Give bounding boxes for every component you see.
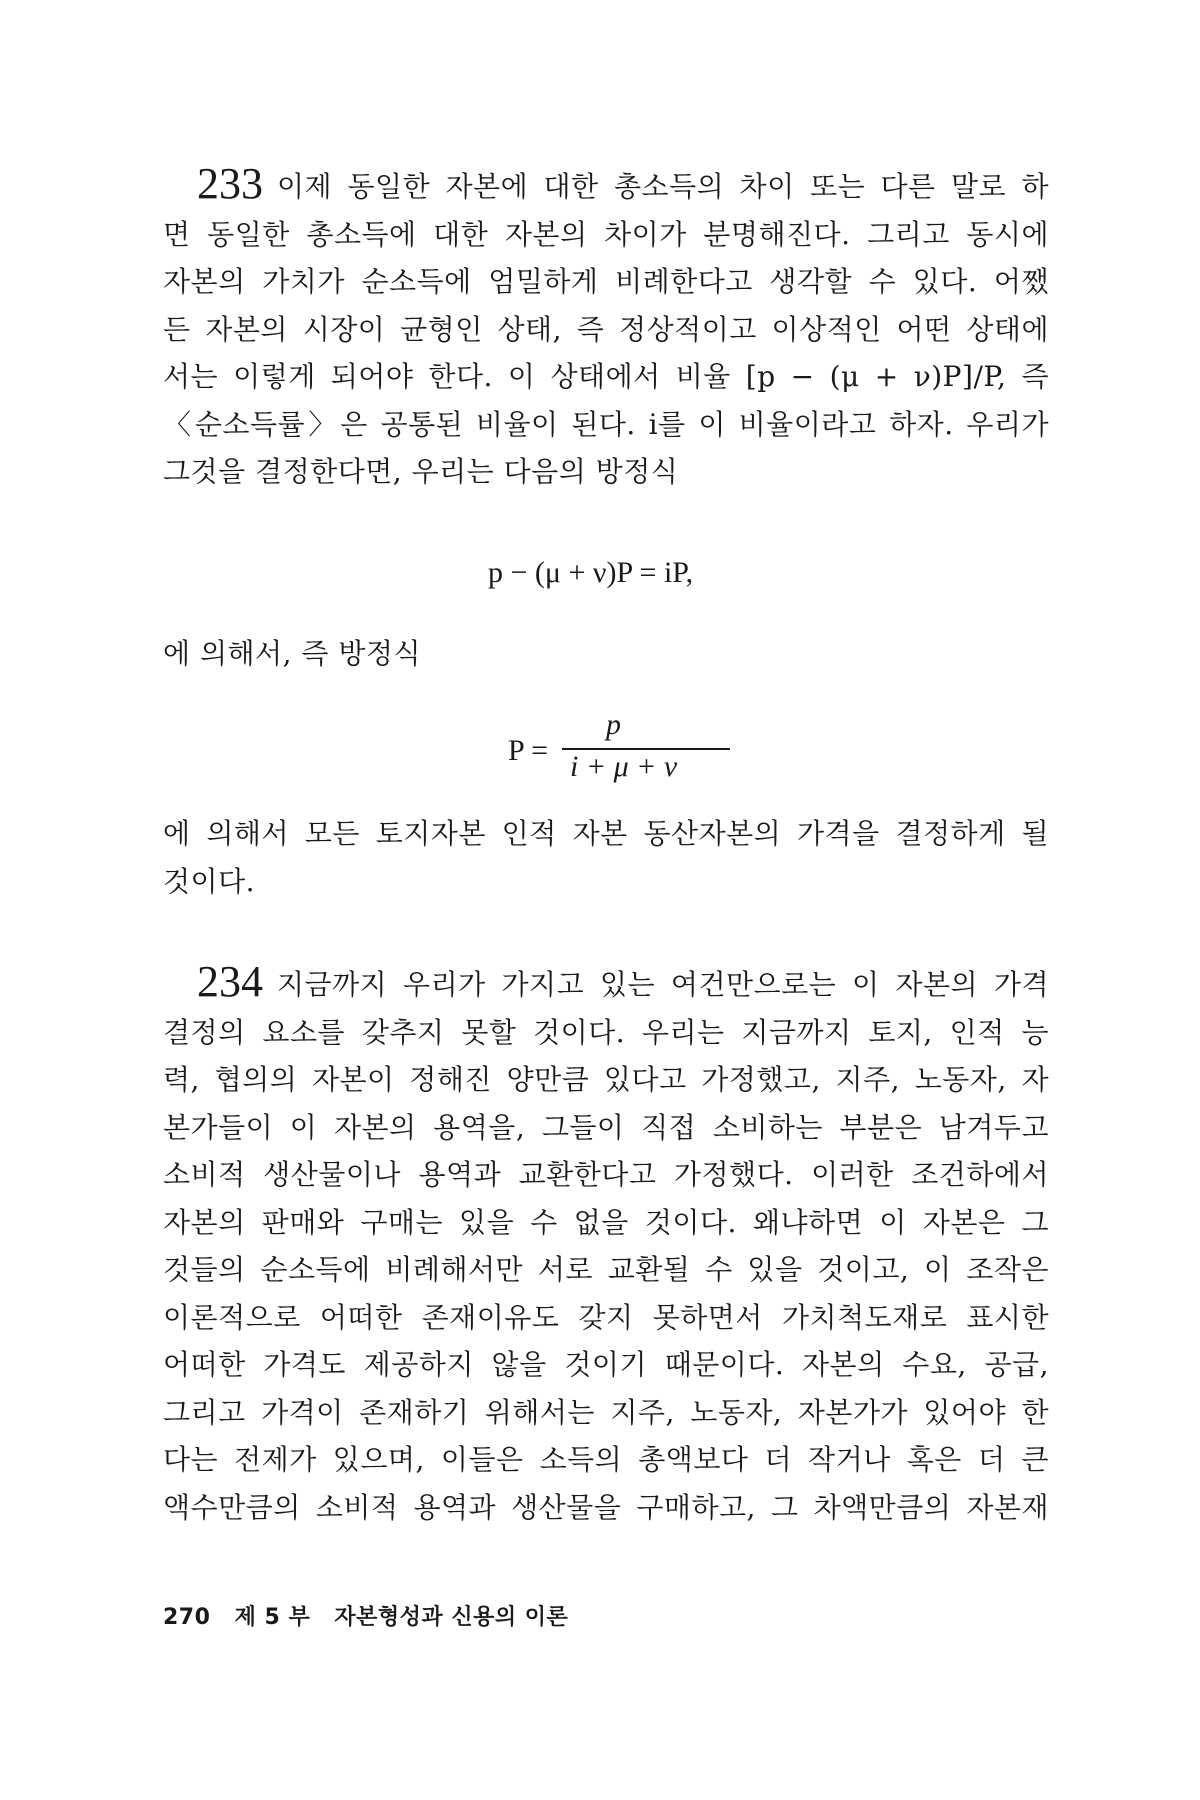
text-line: 든 자본의 시장이 균형인 상태, 즉 정상적이고 이상적인 어떤 상태에: [163, 312, 1049, 346]
equation-2-denominator: i + μ + ν: [570, 750, 678, 783]
text-line: 면 동일한 총소득에 대한 자본의 차이가 분명해진다. 그리고 동시에: [163, 217, 1049, 251]
text-line: 다는 전제가 있으며, 이들은 소득의 총액보다 더 작거나 혹은 더 큰: [163, 1443, 1049, 1476]
equation-1: p − (μ + ν)P = iP,: [488, 556, 694, 589]
text-line: 자본의 가치가 순소득에 엄밀하게 비례한다고 생각할 수 있다. 어쨌: [163, 265, 1049, 298]
text-line: 어떠한 가격도 제공하지 않을 것이기 때문이다. 자본의 수요, 공급,: [163, 1348, 1049, 1381]
text-line: 결정의 요소를 갖추지 못할 것이다. 우리는 지금까지 토지, 인적 능: [163, 1015, 1049, 1049]
text-line: 〈순소득률〉은 공통된 비율이 된다. i를 이 비율이라고 하자. 우리가: [163, 407, 1049, 441]
section-number: 234: [197, 957, 263, 1006]
part-title: 자본형성과 신용의 이론: [334, 1605, 569, 1630]
equation-2-numerator: p: [606, 708, 621, 741]
page-footer: [163, 1600, 568, 1631]
text-line: [163, 958, 1049, 1009]
part-label: 제 5 부: [234, 1605, 311, 1630]
text-line: 것들의 순소득에 비례해서만 서로 교환될 수 있을 것이고, 이 조작은: [163, 1253, 1049, 1286]
section-number: 233: [197, 159, 263, 208]
paragraph-between: [163, 630, 1049, 678]
text-line: 본가들이 이 자본의 용역을, 그들이 직접 소비하는 부분은 남겨두고: [163, 1110, 1049, 1144]
text-line: 것이다.: [163, 864, 256, 898]
text-line: 액수만큼의 소비적 용역과 생산물을 구매하고, 그 차액만큼의 자본재: [163, 1490, 1049, 1524]
text-line: 에 의해서, 즉 방정식: [163, 637, 421, 670]
text-line-content: 지금까지 우리가 가지고 있는 여건만으로는 이 자본의 가격: [277, 968, 1049, 1001]
text-line: [163, 160, 1049, 211]
text-line: 이론적으로 어떠한 존재이유도 갖지 못하면서 가치척도재로 표시한: [163, 1300, 1049, 1334]
text-line: 소비적 생산물이나 용역과 교환한다고 가정했다. 이러한 조건하에서: [163, 1158, 1049, 1191]
equation-2-lhs: P =: [508, 734, 548, 767]
text-line: 자본의 판매와 구매는 있을 수 없을 것이다. 왜냐하면 이 자본은 그: [163, 1205, 1049, 1239]
paragraph-233: [163, 160, 1049, 496]
page-number: 270: [163, 1605, 211, 1630]
text-line: 그리고 가격이 존재하기 위해서는 지주, 노동자, 자본가가 있어야 한: [163, 1395, 1049, 1429]
paragraph-after: [163, 810, 1049, 905]
text-line: 서는 이렇게 되어야 한다. 이 상태에서 비율 [p − (μ + ν)P]/P, 즉: [163, 360, 1049, 393]
text-line: 그것을 결정한다면, 우리는 다음의 방정식: [163, 455, 679, 488]
text-line: 에 의해서 모든 토지자본 인적 자본 동산자본의 가격을 결정하게 될: [163, 817, 1049, 850]
text-line: 력, 협의의 자본이 정해진 양만큼 있다고 가정했고, 지주, 노동자, 자: [163, 1063, 1049, 1096]
text-line-content: 이제 동일한 자본에 대한 총소득의 차이 또는 다른 말로 하: [277, 170, 1049, 203]
paragraph-234: [163, 958, 1049, 1531]
